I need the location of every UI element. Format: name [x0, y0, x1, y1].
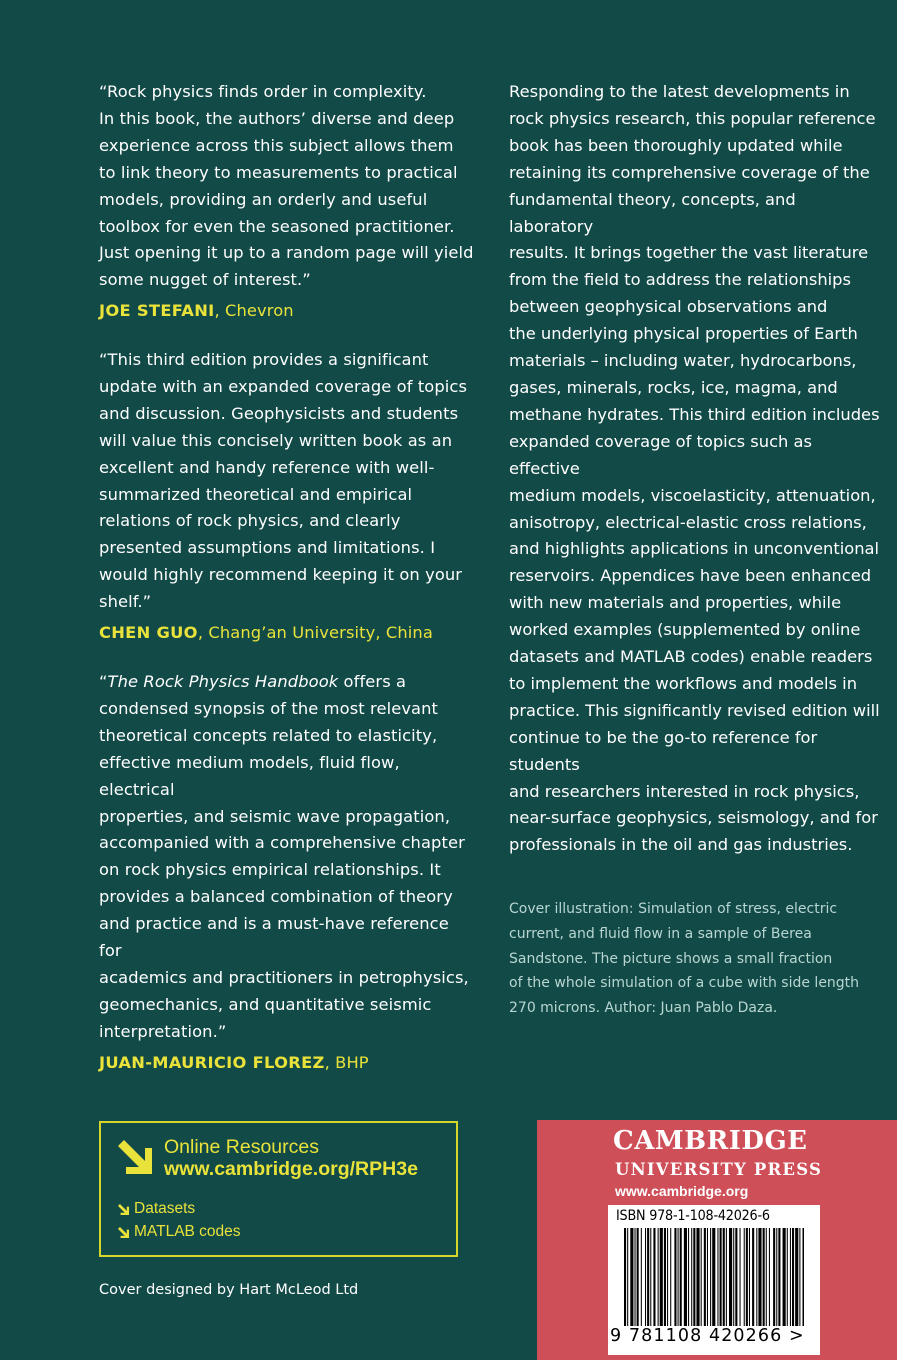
barcode-bar: [723, 1228, 725, 1326]
barcode-bar: [664, 1228, 666, 1326]
barcode-bar: [637, 1228, 639, 1326]
barcode-bar: [763, 1228, 765, 1326]
barcode-bar: [752, 1228, 754, 1326]
barcode-digits: 9 781108 420266 >: [610, 1326, 805, 1346]
online-resource-datasets-label: Datasets: [134, 1200, 196, 1217]
publisher-name: CAMBRIDGE: [613, 1126, 808, 1156]
barcode-bar: [756, 1228, 757, 1326]
barcode-bar: [704, 1228, 706, 1326]
online-resource-datasets[interactable]: [117, 1200, 195, 1218]
barcode-bar: [635, 1228, 636, 1326]
quote-3-text: [99, 669, 474, 1046]
arrow-down-right-icon: [117, 1226, 130, 1239]
barcode-bar: [624, 1228, 626, 1326]
barcode-bar: [691, 1228, 692, 1326]
barcode-bar: [630, 1228, 633, 1326]
barcode-bar: [696, 1228, 699, 1326]
quote-3-open-mark: “: [99, 672, 108, 691]
quote-2-attribution: [99, 620, 474, 647]
barcode-bar: [746, 1228, 748, 1326]
cover-designer-credit: Cover designed by Hart McLeod Ltd: [99, 1282, 359, 1298]
barcode-bar: [680, 1228, 682, 1326]
barcode-bar: [758, 1228, 761, 1326]
quote-3-affiliation: , BHP: [324, 1052, 369, 1072]
barcode-bar: [766, 1228, 767, 1326]
quote-1-affiliation: , Chevron: [214, 301, 294, 321]
barcode-bar: [773, 1228, 775, 1326]
quote-3: [99, 669, 474, 1077]
cover-illustration-caption: Cover illustration: Simulation of stress, electric current, and fluid flow in a sample of Berea Sandstone. The picture shows a small fraction of the whole simulation of a cube with side length 270 microns. Author: Juan Pablo Daza.: [509, 901, 860, 1017]
barcode-bar: [729, 1228, 732, 1326]
barcode-bar: [660, 1228, 663, 1326]
barcode-bar: [720, 1228, 722, 1326]
publisher-press: UNIVERSITY PRESS: [615, 1160, 823, 1179]
barcode-bar: [717, 1228, 718, 1326]
online-resource-matlab-label: MATLAB codes: [134, 1223, 241, 1240]
barcode-bar: [678, 1228, 679, 1326]
publisher-panel: [537, 1120, 897, 1360]
barcode-bar: [769, 1228, 770, 1326]
online-resources-title: Online Resources: [164, 1136, 319, 1158]
barcode-bar: [647, 1228, 649, 1326]
barcode-bar: [693, 1228, 695, 1326]
barcode-box: [608, 1205, 820, 1355]
barcode-bar: [684, 1228, 687, 1326]
barcode-bar: [627, 1228, 628, 1326]
barcode-bar: [744, 1228, 745, 1326]
barcode-bar: [735, 1228, 737, 1326]
online-resources-box: [99, 1121, 458, 1257]
barcode-bar: [641, 1228, 642, 1326]
barcode-bar: [726, 1228, 727, 1326]
quote-3-name: JUAN-MAURICIO FLOREZ: [99, 1052, 325, 1072]
barcode-bar: [712, 1228, 715, 1326]
barcode-bar: [670, 1228, 671, 1326]
online-resources-url[interactable]: www.cambridge.org/RPH3e: [164, 1158, 418, 1180]
barcode-bar: [688, 1228, 689, 1326]
quote-1-text: “Rock physics finds order in complexity. In this book, the authors’ diverse and deep experience across this subject allows them to link theory to measurements to practical models, providing an orderly and useful toolbox for even the seasoned practitioner. Just opening it up to a random page will yield some nugget of interest.”: [99, 82, 474, 290]
barcode-bar: [740, 1228, 741, 1326]
barcode-bar: [790, 1228, 791, 1326]
barcode-bar: [795, 1228, 798, 1326]
barcode-bar: [733, 1228, 734, 1326]
barcode-bar: [674, 1228, 676, 1326]
barcode-bar: [710, 1228, 711, 1326]
barcode-bar: [783, 1228, 786, 1326]
barcode-bar: [650, 1228, 651, 1326]
quote-2-affiliation: , Chang’an University, China: [197, 623, 433, 643]
barcode-bar: [749, 1228, 750, 1326]
quote-3-book-title: The Rock Physics Handbook: [107, 672, 339, 691]
barcode-bar: [645, 1228, 646, 1326]
arrow-down-right-icon: [115, 1137, 155, 1177]
quote-3-body: offers a condensed synopsis of the most relevant theoretical concepts related to elasticity, effective medium models, fluid flow, electrical properties, and seismic wave propagation, accompanied with a comprehensive chapter on rock physics empirical relationships. It provides a balanced combination of theory and practice and is a must-have reference for academics and practitioners in petrophysics, geomechanics, and quantitative seismic interpretation.”: [99, 672, 469, 1041]
publisher-url[interactable]: www.cambridge.org: [615, 1183, 749, 1199]
barcode-bar: [667, 1228, 668, 1326]
barcode-bars: [624, 1228, 804, 1326]
barcode-bar: [653, 1228, 655, 1326]
quote-2-text: “This third edition provides a significant update with an expanded coverage of topics and discussion. Geophysicists and students will value this concisely written book as an excellent and handy reference with well- summarized theoretical and empirical relations of rock physics, and clearly presented assumptions and limitations. I would highly recommend keeping it on your shelf.”: [99, 350, 468, 612]
quote-1-name: JOE STEFANI: [99, 301, 215, 321]
barcode-bar: [792, 1228, 794, 1326]
barcode-bar: [803, 1228, 805, 1326]
quote-3-attribution: [99, 1050, 474, 1077]
isbn-label: ISBN 978-1-108-42026-6: [616, 1208, 770, 1224]
barcode-bar: [701, 1228, 702, 1326]
book-description: Responding to the latest developments in rock physics research, this popular reference book has been thoroughly updated while retaining its comprehensive coverage of the fundamental theory, concepts, and laboratory results. It brings together the vast literature from the field to address the relationships between geophysical observations and the underlying physical properties of Earth materials – including water, hydrocarbons, gases, minerals, rocks, ice, magma, and methane hydrates. This third edition includes expanded coverage of topics such as effective medium models, viscoelasticity, attenuation, anisotropy, electrical-elastic cross relations, and highlights applications in unconventional reservoirs. Appendices have been enhanced with new materials and properties, while worked examples (supplemented by online datasets and MATLAB codes) enable readers to implement the workflows and models in practice. This significantly revised edition will continue to be the go-to reference for students and researchers interested in rock physics, near-surface geophysics, seismology, and for professionals in the oil and gas industries.: [509, 82, 880, 855]
barcode-bar: [787, 1228, 788, 1326]
arrow-down-right-icon: [117, 1203, 130, 1216]
barcode-bar: [707, 1228, 708, 1326]
barcode-bar: [776, 1228, 777, 1326]
barcode-bar: [658, 1228, 659, 1326]
barcode-bar: [799, 1228, 800, 1326]
quote-1-attribution: [99, 298, 474, 325]
barcode-bar: [778, 1228, 780, 1326]
quote-2: [99, 347, 474, 647]
quote-1: [99, 79, 474, 325]
quote-2-name: CHEN GUO: [99, 623, 198, 643]
online-resource-matlab-codes[interactable]: [117, 1223, 241, 1241]
